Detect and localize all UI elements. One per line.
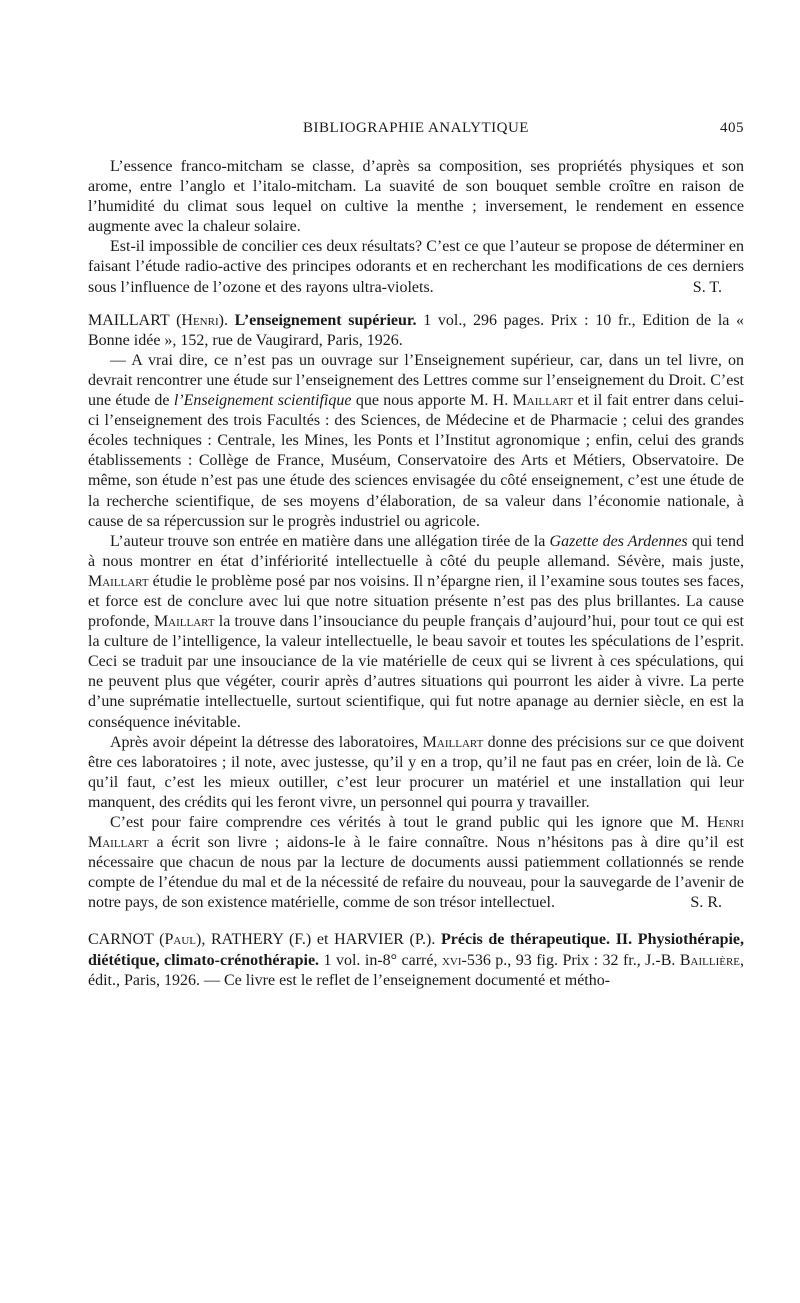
review2-paragraph-1 — [88, 351, 744, 532]
review2-p4-name: Henri Maillart — [88, 814, 744, 852]
review1-signature: S. T. — [692, 278, 722, 296]
review2-paragraph-2 — [88, 532, 744, 733]
review2-p1-text-a: — A vrai dire, ce n’est pas un ouvrage sur l’Enseignement supérieur, car, dans un tel livre, on devrait rencontrer une étude sur l’enseignement des Lettres comme sur l’enseignement du Droit. C’est une étude de — [88, 351, 744, 410]
review2-p1-text-b: que nous apporte M. H. — [351, 392, 513, 410]
review2-author-first: Henri — [181, 311, 219, 329]
review3-author-1: CARNOT — [88, 931, 154, 949]
review3-pub-a: 1 vol. in-8° carré, — [323, 951, 442, 969]
review2-p3-text-b: donne des précisions sur ce que doivent être ces laboratoires ; il note, avec justesse, qu’il y en a trop, qu’il ne faut pas en créer, loin de là. Ce qu’il faut, c’est les mieux outiller, c’est leur procurer un matériel et une installation qui leur manquent, des crédits qui les feront vivre, un personnel qui pourra y travailler. — [88, 733, 745, 811]
review1-paragraph-1: L’essence franco-mitcham se classe, d’après sa composition, ses propriétés physiques et son arome, entre l’anglo et l’italo-mitcham. La suavité de son bouquet semble croître en raison de l’humidité du climat sous lequel on cultive la menthe ; inversement, le rendement en essence augmente avec la chaleur solaire. — [88, 158, 744, 236]
review2-p1-text-c: et il fait entrer dans celui-ci l’enseignement des trois Facultés : des Sciences, de Médecine et de Pharmacie ; celui des grandes écoles techniques : Centrale, les Mines, les Ponts et l’Institut agronomique ; enfin, celui des grands établissements : Collège de France, Muséum, Conservatoire des Arts et Métiers, Observatoire. De même, son étude n’est pas une étude des sciences envisagée du côté enseignement, c’est une étude de la recherche scientifique, de ses moyens d’élaboration, de sa valeur dans l’économie nationale, à cause de sa répercussion sur le progrès industriel ou agricole. — [88, 392, 745, 530]
review2-p2-text-c: étudie le problème posé par nos voisins. Il n’épargne rien, il l’examine sous toutes ses faces, et force est de conclure avec lui que notre situation présente n’est pas des plus brillantes. La cause profonde, — [88, 572, 744, 631]
review1-paragraph-2 — [88, 237, 744, 297]
running-title: BIBLIOGRAPHIE ANALYTIQUE — [303, 120, 529, 136]
review2-author: MAILLART — [88, 311, 170, 329]
review2-p2-text-d: la trouve dans l’insouciance du peuple français d’aujourd’hui, pour tout ce qui est la culture de l’intelligence, la valeur intellectuelle, le beau savoir et toutes les spéculations de l’esprit. Ceci se traduit par une insouciance de la vie matérielle de ceux qui se livrent à ces spéculations, qui ne peuvent plus que végéter, courir après d’autres situations qui pourront les aider à vivre. La perte d’une suprématie intellectuelle, surtout scientifique, qui fut notre apanage au dernier siècle, en est la conséquence inévitable. — [88, 613, 744, 731]
review2-p2-name-1: Maillart — [88, 572, 149, 590]
review3-pub-c: , édit., Paris, 1926. — Ce livre est le reflet de l’enseignement documenté et métho- — [88, 951, 745, 989]
review2-p1-italic: l’Enseignement scientifique — [173, 392, 352, 410]
review2-p2-name-2: Maillart — [153, 613, 215, 631]
review3-pub-b: -536 p., 93 fig. Prix : 32 fr., J.-B. — [461, 951, 680, 969]
review2-p2-text-b: qui tend à nous montrer en état d’infériorité intellectuelle à côté du peuple allemand. Sévère, mais juste, — [88, 532, 744, 570]
review3-publisher: Baillière — [679, 951, 741, 969]
review2-paragraph-4 — [88, 813, 744, 913]
review2-p4-text-b: a écrit son livre ; aidons-le à le faire connaître. Nous n’hésitons pas à dire qu’il est nécessaire que chacun de nous par la lecture de documents aussi patiemment collationnés se rende compte de l’étendue du mal et de la nécessité de refaire du nouveau, pour la sauvegarde de l’avenir de notre pays, de son existence matérielle, comme de son trésor intellectuel. — [88, 834, 744, 912]
review2-p3-text-a: Après avoir dépeint la détresse des laboratoires, — [110, 733, 423, 751]
page-number: 405 — [720, 120, 744, 136]
review3-author-1-first: Paul — [164, 931, 196, 949]
review3-title: Précis de thérapeutique. II. Physiothérapie, diététique, climato-crénothérapie. — [88, 931, 745, 969]
review2-p3-name: Maillart — [422, 733, 484, 751]
review2-p4-text-a: C’est pour faire comprendre ces vérités à tout le grand public qui les ignore que M. — [110, 814, 707, 831]
review3-author-2: RATHERY (F.) et HARVIER (P.). — [210, 931, 436, 949]
review2-title: L’enseignement supérieur. — [234, 311, 417, 329]
review2-paragraph-3 — [88, 733, 744, 813]
review2-signature: S. R. — [690, 894, 722, 912]
review2-p2-text-a: L’auteur trouve son entrée en matière dans une allégation tirée de la — [110, 532, 550, 550]
review2-pub-details: 1 vol., 296 pages. Prix : 10 fr., Edition de la « Bonne idée », 152, rue de Vaugirard, Paris, 1926. — [88, 311, 745, 349]
review2-p1-name: Maillart — [512, 392, 574, 410]
review2-p2-italic: Gazette des Ardennes — [549, 532, 688, 550]
running-head — [88, 120, 744, 140]
review3-citation: CARNOT (Paul), RATHERY (F.) et HARVIER (P.). Précis de thérapeutique. II. Physiothérapie, diététique, climato-crénothérapie. 1 vol. in-8° carré, xvi-536 p., 93 fig. Prix : 32 fr., J.-B. Baillière, édit., Paris, 1926. — Ce livre est le reflet de l’enseignement documenté et métho- — [88, 931, 745, 989]
review3-pub-pages: xvi — [441, 951, 462, 969]
review2-citation: MAILLART (Henri). L’enseignement supérieur. 1 vol., 296 pages. Prix : 10 fr., Edition de la « Bonne idée », 152, rue de Vaugirard, Paris, 1926. — [88, 311, 745, 349]
review1-paragraph-2-text: Est-il impossible de concilier ces deux résultats? C’est ce que l’auteur se propose de déterminer en faisant l’étude radio-active des principes odorants et en recherchant les modifications de ces derniers sous l’influence de l’ozone et des rayons ultra-violets. — [88, 238, 744, 296]
page-body — [88, 157, 744, 991]
